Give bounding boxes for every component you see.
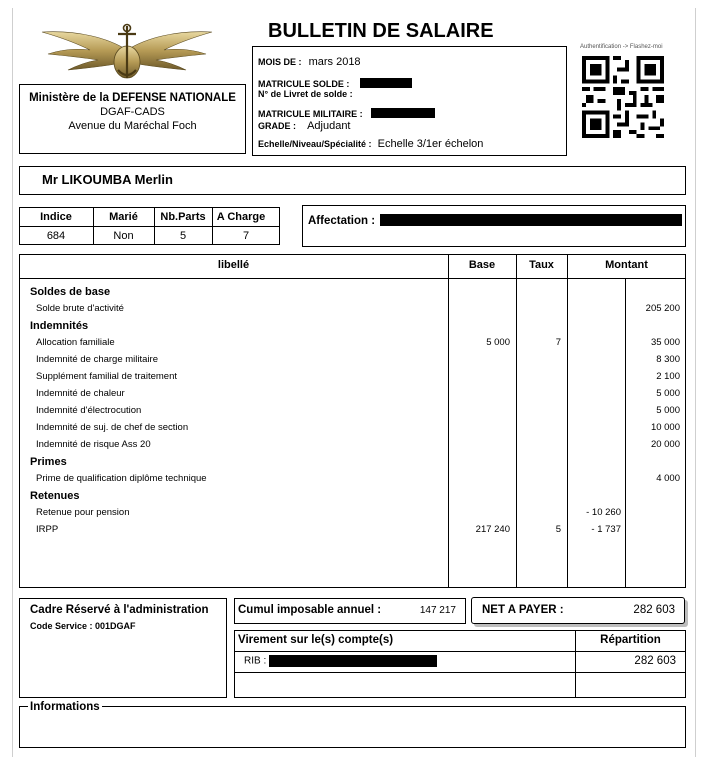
virement-label: Virement sur le(s) compte(s) xyxy=(238,634,394,646)
family-value-parts: 5 xyxy=(179,230,187,242)
pay-row-montant: 20 000 xyxy=(650,439,680,450)
echelle-value: Echelle 3/1er échelon xyxy=(377,138,484,150)
grade-label: GRADE : xyxy=(258,121,296,131)
affectation-line xyxy=(308,211,682,229)
pay-row-montant: 2 100 xyxy=(656,371,680,382)
pay-row-montant: 35 000 xyxy=(650,337,680,348)
matricule-militaire-label: MATRICULE MILITAIRE : xyxy=(258,109,363,119)
family-header-charge: A Charge xyxy=(216,211,266,223)
pay-row-label: IRPP xyxy=(36,524,59,535)
employee-name: Mr LIKOUMBA Merlin xyxy=(42,172,173,187)
family-header-indice: Indice xyxy=(40,211,72,223)
page-title: BULLETIN DE SALAIRE xyxy=(268,20,494,42)
pay-row-taux: 5 xyxy=(555,524,561,535)
qr-code-icon xyxy=(582,56,664,138)
auth-label: Authentification -> Flashez-moi xyxy=(580,44,663,50)
admin-code-service: Code Service : 001DGAF xyxy=(30,621,136,631)
pay-row-label: Solde brute d'activité xyxy=(36,303,124,314)
pay-row-base: 217 240 xyxy=(475,524,510,535)
family-header-parts: Nb.Parts xyxy=(160,211,206,223)
pay-section-label: Soldes de base xyxy=(30,286,111,298)
cumul-label: Cumul imposable annuel : xyxy=(238,604,382,616)
grade-line xyxy=(258,120,351,132)
pay-section-label: Indemnités xyxy=(30,320,89,332)
month-value: mars 2018 xyxy=(308,56,361,68)
pay-row-label: Indemnité d'électrocution xyxy=(36,405,142,416)
informations-label: Informations xyxy=(30,701,100,713)
grade-value: Adjudant xyxy=(307,120,351,132)
net-to-pay-label: NET A PAYER : xyxy=(482,604,564,616)
pay-header-montant: Montant xyxy=(605,259,648,271)
pay-row-taux: 7 xyxy=(555,337,561,348)
ministry-address: Avenue du Maréchal Foch xyxy=(68,120,197,132)
pay-row-montant: 4 000 xyxy=(656,473,680,484)
family-header-marie: Marié xyxy=(109,211,138,223)
military-wings-logo xyxy=(38,20,216,86)
informations-box xyxy=(19,706,686,748)
pay-row-label: Supplément familial de traitement xyxy=(36,371,177,382)
rib-line xyxy=(244,655,437,667)
cumul-value: 147 217 xyxy=(419,605,456,616)
month-label: MOIS DE : xyxy=(258,57,302,67)
pay-row-label: Indemnité de suj. de chef de section xyxy=(36,422,189,433)
family-value-indice: 684 xyxy=(46,230,66,242)
family-value-marie: Non xyxy=(113,230,134,242)
pay-row-montant: 205 200 xyxy=(645,303,680,314)
pay-row-montant: 8 300 xyxy=(656,354,680,365)
redacted-matricule-militaire xyxy=(371,108,435,118)
pay-row-retenue: - 1 737 xyxy=(591,524,621,535)
pay-section-label: Retenues xyxy=(30,490,80,502)
pay-section-label: Primes xyxy=(30,456,67,468)
ministry-name: Ministère de la DEFENSE NATIONALE xyxy=(29,92,236,104)
pay-row-label: Indemnité de chaleur xyxy=(36,388,125,399)
rib-amount: 282 603 xyxy=(634,655,676,667)
echelle-line xyxy=(258,138,483,150)
pay-header-taux: Taux xyxy=(529,259,554,271)
pay-row-montant: 5 000 xyxy=(656,388,680,399)
pay-row-base: 5 000 xyxy=(486,337,510,348)
affectation-label: Affectation : xyxy=(308,215,376,227)
repartition-label: Répartition xyxy=(600,634,661,646)
redacted-rib xyxy=(269,655,437,667)
pay-header-base: Base xyxy=(468,259,496,271)
redacted-matricule-solde xyxy=(360,78,412,88)
month-line xyxy=(258,56,361,68)
pay-row-retenue: - 10 260 xyxy=(586,507,621,518)
livret-label: N° de Livret de solde : xyxy=(258,89,353,99)
ministry-dept: DGAF-CADS xyxy=(100,106,165,118)
pay-row-montant: 10 000 xyxy=(650,422,680,433)
matricule-solde-label: MATRICULE SOLDE : xyxy=(258,79,350,89)
redacted-affectation xyxy=(380,214,682,226)
family-value-charge: 7 xyxy=(242,230,250,242)
pay-row-montant: 5 000 xyxy=(656,405,680,416)
pay-row-label: Indemnité de risque Ass 20 xyxy=(36,439,151,450)
pay-row-label: Prime de qualification diplôme technique xyxy=(36,473,207,484)
net-to-pay-value: 282 603 xyxy=(633,604,675,616)
echelle-label: Echelle/Niveau/Spécialité : xyxy=(258,139,372,149)
pay-row-label: Allocation familiale xyxy=(36,337,115,348)
admin-title: Cadre Réservé à l'administration xyxy=(30,604,209,616)
rib-label: RIB : xyxy=(244,655,267,667)
pay-row-label: Indemnité de charge militaire xyxy=(36,354,158,365)
pay-row-label: Retenue pour pension xyxy=(36,507,130,518)
pay-header-libelle: libellé xyxy=(217,259,250,271)
